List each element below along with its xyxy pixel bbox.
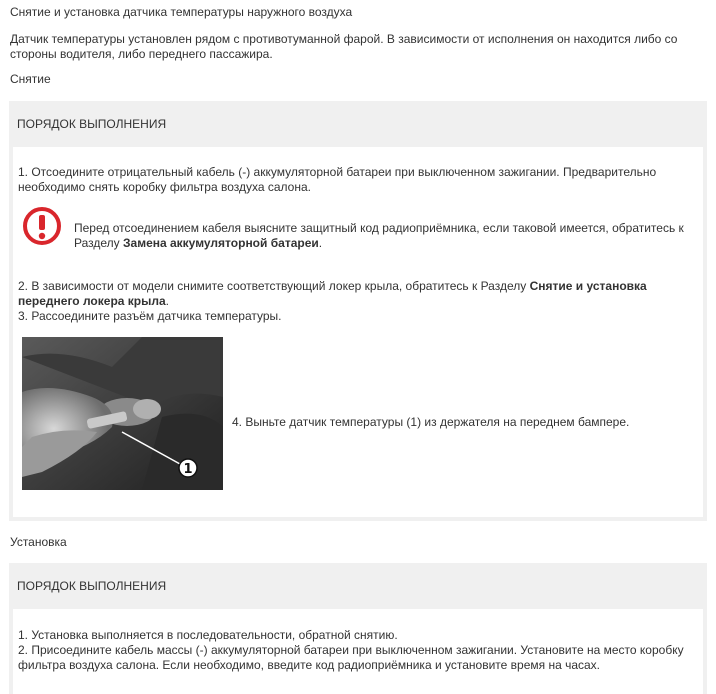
removal-step-1: 1. Отсоедините отрицательный кабель (-) аккумуляторной батареи при выключенном зажигании. Предварительно необходимо снять коробку фильтра воздуха салона. (18, 165, 657, 194)
warning-text: Перед отсоединением кабеля выясните защитный код радиоприёмника, если таковой имеется, обратитесь к Разделу Замена аккумуляторной батареи. (74, 221, 684, 250)
installation-label: Установка (10, 535, 67, 549)
warning-link-battery[interactable]: Замена аккумуляторной батареи (123, 236, 319, 250)
step2-link-fender-liner[interactable]: Снятие и установка переднего локера крыла (18, 279, 647, 308)
removal-step-2: 2. В зависимости от модели снимите соответствующий локер крыла, обратитесь к Разделу Снятие и установка переднего локера крыла. (18, 279, 647, 308)
removal-step-4: 4. Выньте датчик температуры (1) из держателя на переднем бампере. (232, 415, 630, 429)
installation-panel (9, 563, 707, 694)
page-title: Снятие и установка датчика температуры наружного воздуха (10, 5, 353, 19)
photo-callout-1: 1 (183, 462, 193, 477)
removal-panel (9, 101, 707, 521)
installation-step-2: 2. Присоедините кабель массы (-) аккумуляторной батареи при выключенном зажигании. Установите на место коробку фильтра воздуха салона. Если необходимо, введите код радиоприёмника и установите время на часах. (18, 643, 684, 672)
removal-panel-body (13, 147, 703, 517)
warning-exclamation-icon (22, 206, 62, 246)
removal-step-3: 3. Рассоедините разъём датчика температуры. (18, 309, 282, 323)
removal-label: Снятие (10, 72, 51, 86)
intro-text: Датчик температуры установлен рядом с противотуманной фарой. В зависимости от исполнения он находится либо со стороны водителя, либо переднего пассажира. (10, 32, 678, 61)
sensor-removal-photo (22, 337, 223, 490)
installation-step-1: 1. Установка выполняется в последовательности, обратной снятию. (18, 628, 398, 642)
installation-panel-body (13, 609, 703, 694)
installation-panel-title: ПОРЯДОК ВЫПОЛНЕНИЯ (17, 579, 167, 593)
removal-panel-title: ПОРЯДОК ВЫПОЛНЕНИЯ (17, 117, 167, 131)
